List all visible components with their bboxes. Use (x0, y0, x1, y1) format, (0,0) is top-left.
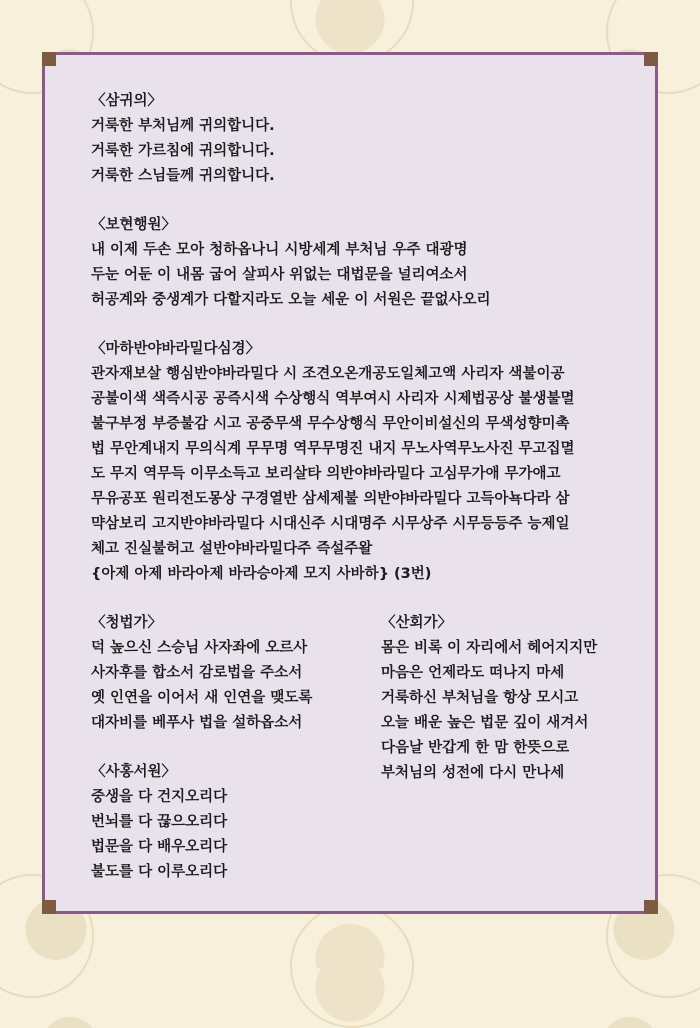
section-title: 〈사홍서원〉 (91, 764, 177, 780)
text-line: 다음날 반갑게 한 맘 한뜻으로 (381, 740, 570, 756)
section-samgwiui (91, 89, 621, 189)
right-column (381, 611, 621, 909)
text-line: 먁삼보리 고지반야바라밀다 시대신주 시대명주 시무상주 시무등등주 능제일 (91, 516, 570, 532)
section-title: 〈삼귀의〉 (91, 93, 163, 109)
text-line: 체고 진실불허고 설반야바라밀다주 즉설주왈 (91, 541, 373, 557)
text-line: 덕 높으신 스승님 사자좌에 오르사 (91, 640, 308, 656)
text-line: 거룩한 스님들께 귀의합니다. (91, 168, 275, 184)
text-line: 대자비를 베푸사 법을 설하옵소서 (91, 715, 303, 731)
chant-content (91, 89, 621, 909)
text-line: 부처님의 성전에 다시 만나세 (381, 765, 565, 781)
text-line: 중생을 다 건지오리다 (91, 789, 228, 805)
section-sahong (91, 760, 381, 885)
left-column (91, 611, 381, 909)
section-bohyeon (91, 213, 621, 313)
text-line: 몸은 비록 이 자리에서 헤어지지만 (381, 640, 598, 656)
two-column-block (91, 611, 621, 909)
corner-ornament (644, 52, 658, 66)
corner-ornament (42, 900, 56, 914)
section-sanhoe (381, 611, 621, 786)
text-line: 관자재보살 행심반야바라밀다 시 조견오온개공도일체고액 사리자 색불이공 (91, 366, 565, 382)
text-line: 법 무안계내지 무의식계 무무명 역무무명진 내지 무노사역무노사진 무고집멸 (91, 441, 575, 457)
text-line: 두눈 어둔 이 내몸 굽어 살피사 위없는 대법문을 널리여소서 (91, 267, 468, 283)
text-line: 옛 인연을 이어서 새 인연을 맺도록 (91, 690, 313, 706)
text-line: 공불이색 색즉시공 공즉시색 수상행식 역부여시 사리자 시제법공상 불생불멸 (91, 391, 575, 407)
section-title: 〈마하반야바라밀다심경〉 (91, 341, 261, 357)
section-title: 〈보현행원〉 (91, 217, 177, 233)
text-line: 거룩한 부처님께 귀의합니다. (91, 118, 275, 134)
text-line: 불도를 다 이루오리다 (91, 864, 228, 880)
corner-ornament (42, 52, 56, 66)
corner-ornament (644, 900, 658, 914)
background-ornament (290, 904, 414, 1028)
text-line: 거룩한 가르침에 귀의합니다. (91, 143, 275, 159)
text-line: 사자후를 합소서 감로법을 주소서 (91, 665, 303, 681)
text-line: 법문을 다 배우오리다 (91, 839, 228, 855)
section-heart-sutra (91, 337, 621, 587)
text-line: 내 이제 두손 모아 청하옵나니 시방세계 부처님 우주 대광명 (91, 242, 468, 258)
text-line: 허공계와 중생계가 다할지라도 오늘 세운 이 서원은 끝없사오리 (91, 292, 491, 308)
text-line: {아제 아제 바라아제 바라승아제 모지 사바하} (3번) (91, 566, 432, 582)
text-line: 불구부정 부증불감 시고 공중무색 무수상행식 무안이비설신의 무색성향미촉 (91, 416, 570, 432)
text-line: 도 무지 역무득 이무소득고 보리살타 의반야바라밀다 고심무가애 무가애고 (91, 466, 561, 482)
text-line: 거룩하신 부처님을 항상 모시고 (381, 690, 579, 706)
text-line: 무유공포 원리전도몽상 구경열반 삼세제불 의반야바라밀다 고득아뇩다라 삼 (91, 491, 570, 507)
text-panel (42, 52, 658, 914)
section-title: 〈청법가〉 (91, 615, 163, 631)
section-cheongbeop (91, 611, 381, 736)
text-line: 마음은 언제라도 떠나지 마세 (381, 665, 565, 681)
text-line: 번뇌를 다 끊으오리다 (91, 814, 228, 830)
section-title: 〈산회가〉 (381, 615, 453, 631)
text-line: 오늘 배운 높은 법문 깊이 새겨서 (381, 715, 589, 731)
